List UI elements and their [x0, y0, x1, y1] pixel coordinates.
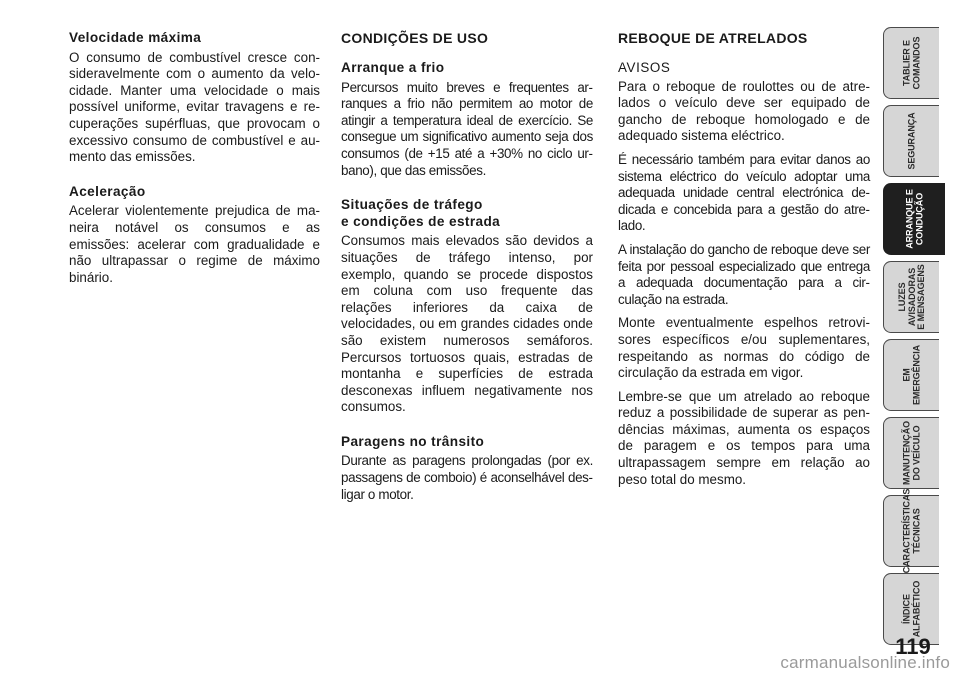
tab-label: MANUTENÇÃO DO VEÍCULO [901, 421, 921, 485]
tab-label: SEGURANÇA [905, 112, 916, 170]
tab-label: TABLIER E COMANDOS [901, 36, 921, 90]
tab-label: ÍNDICE ALFABÉTICO [901, 580, 921, 638]
paragraph: Monte eventualmente espelhos retrovisores específicos e/ou suplementares, respeitando as normas do código de circulação da estrada em vigor. [618, 315, 870, 381]
paragraph: O consumo de combustível cresce consideravelmente com o aumento da velocidade. Manter uma velocidade o mais possível uniforme, evitar travagens e recuperações supérfluas, que provocam o excessivo consumo de combustível e aumento das emissões. [69, 49, 320, 165]
paragraph: Durante as paragens prolongadas (por ex. passagens de comboio) é aconselhável desligar o motor. [341, 453, 593, 502]
heading-situacoes-de-trafego: Situações de tráfego [341, 197, 483, 213]
heading-paragens-no-transito: Paragens no trânsito [341, 433, 485, 449]
paragraph: A instalação do gancho de reboque deve ser feita por pessoal especializado que entrega a adequada documentação para a circulação na estrada. [618, 241, 870, 307]
tab-label: ARRANQUE E CONDUÇÃO [904, 189, 924, 249]
column-2 [341, 30, 593, 510]
section-title-reboque-de-atrelados: REBOQUE DE ATRELADOS [618, 30, 808, 46]
watermark: carmanualsonline.info [780, 653, 950, 672]
tab-em-emergencia[interactable] [883, 339, 939, 411]
paragraph: Para o reboque de roulottes ou de atrelados o veículo deve ser equipado de gancho de reboque homologado e de adequado sistema eléctrico. [618, 78, 870, 144]
heading-velocidade-maxima: Velocidade máxima [69, 30, 202, 45]
paragraph: Consumos mais elevados são devidos a situações de tráfego intenso, por exemplo, quando se procede dispostos em coluna com uso frequente das relações inferiores da caixa de velocidades, ou em grandes cidades onde são existem numerosos semáforos. Percursos tortuosos quais, estradas de montanha e superfícies de estrada desconexas influem negativamente nos consumos. [341, 233, 593, 415]
paragraph: Percursos muito breves e frequentes arranques a frio não permitem ao motor de atingir a temperatura ideal de exercício. Se consegue um significativo aumento seja dos consumos (de +15 até a +30% no ciclo urbano), que das emissões. [341, 79, 593, 178]
heading-condicoes-de-estrada: e condições de estrada [341, 213, 501, 229]
paragraph: Acelerar violentemente prejudica de maneira notável os consumos e as emissões: acelerar com gradualidade e não ultrapassar o regime de máximo binário. [69, 203, 320, 285]
section-title-condicoes-de-uso: CONDIÇÕES DE USO [341, 30, 489, 46]
column-1 [69, 30, 320, 293]
heading-arranque-a-frio: Arranque a frio [341, 60, 445, 75]
heading-aceleracao: Aceleração [69, 183, 146, 199]
avisos-label: AVISOS [618, 60, 671, 75]
paragraph: Lembre-se que um atrelado ao reboque reduz a possibilidade de superar as pendências máximas, aumenta os espaços de paragem e os tempos para uma ultrapassagem sempre em relação ao peso total do mesmo. [618, 388, 870, 487]
tab-label: EM EMERGÊNCIA [901, 344, 921, 406]
page-number: 119 [895, 634, 931, 659]
tab-arranque-e-conducao[interactable] [883, 183, 945, 255]
tab-tablier-e-comandos[interactable] [883, 27, 939, 99]
column-3 [618, 30, 870, 495]
tab-label: LUZES AVISADORAS E MENSAGENS [896, 264, 926, 330]
tab-seguranca[interactable] [883, 105, 939, 177]
tab-label: CARACTERÍSTICAS TÉCNICAS [901, 488, 921, 574]
tab-manutencao-do-veiculo[interactable] [883, 417, 939, 489]
tab-luzes-avisadoras-e-mensagens[interactable] [883, 261, 939, 333]
paragraph: É necessário também para evitar danos ao sistema eléctrico do veículo adoptar uma adequada unidade central electrónica dedicada e concebida para a gestão do atrelado. [618, 151, 870, 234]
tab-caracteristicas-tecnicas[interactable] [883, 488, 939, 574]
